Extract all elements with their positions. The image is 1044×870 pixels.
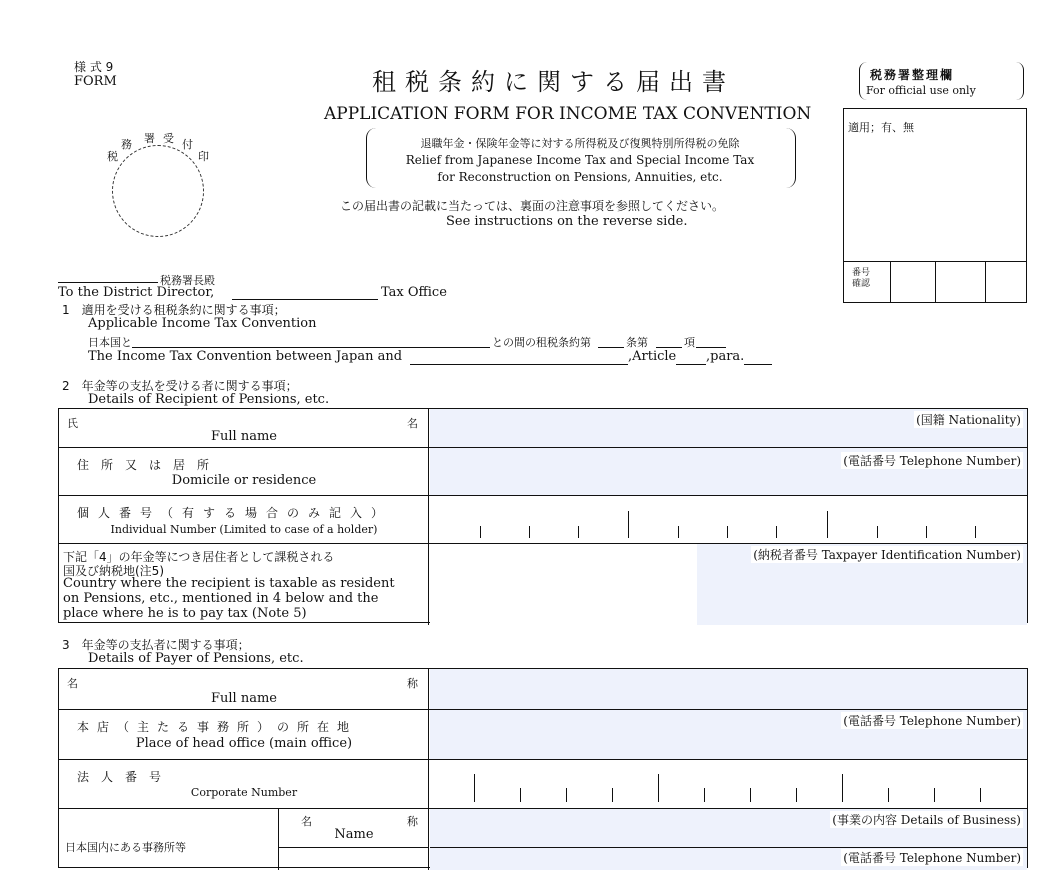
nationality-label: (国籍 Nationality): [916, 413, 1021, 427]
section1-heading-jp: 1 適用を受ける租税条約に関する事項；: [62, 303, 286, 317]
para-jp-blank[interactable]: [656, 347, 682, 348]
sub-name-label-jp-b: 称: [407, 815, 418, 828]
section3-heading-en: Details of Payer of Pensions, etc.: [88, 651, 304, 666]
domicile-label-en: Domicile or residence: [171, 473, 317, 488]
section1-en-c: ,para.: [706, 349, 745, 364]
stamp-char-4: 受: [163, 132, 174, 145]
office-label-jp: 本店（主たる事務所）の所在地: [77, 720, 358, 734]
stamp-char-1: 税: [107, 150, 118, 163]
relief-en-1: Relief from Japanese Income Tax and Special Income Tax: [405, 153, 755, 167]
recipient-name-row: [59, 409, 1027, 447]
form-code-jp: 様 式 9: [74, 60, 114, 74]
section1-en-a: The Income Tax Convention between Japan and: [88, 349, 403, 364]
section1-en-b: ,Article: [628, 349, 677, 364]
sub-name-label-jp-a: 名: [301, 815, 312, 828]
sub-name-label-en: Name: [334, 827, 374, 842]
section1-jp-c: 条第: [626, 336, 648, 349]
japan-office-row: [59, 808, 1027, 870]
payer-name-row: [59, 669, 1027, 709]
individual-label-en: Individual Number (Limited to case of a holder): [110, 523, 378, 536]
instruction-en: See instructions on the reverse side.: [446, 214, 688, 229]
recipient-telephone-label: (電話番号 Telephone Number): [843, 454, 1021, 468]
individual-number-row: [59, 495, 1027, 544]
payer-name-label-en: Full name: [211, 691, 277, 706]
stamp-char-5: 付: [182, 138, 193, 151]
tax-office-jp-blank[interactable]: [58, 282, 158, 283]
reception-stamp-circle: [112, 145, 204, 237]
addressee-jp: 税務署長殿: [160, 274, 215, 287]
section2-heading-jp: 2 年金等の支払を受ける者に関する事項；: [62, 379, 298, 393]
corp-label-en: Corporate Number: [190, 786, 298, 799]
taxable-country-input[interactable]: [430, 544, 1027, 625]
individual-number-input[interactable]: [430, 496, 1027, 544]
relief-jp: 退職年金・保険年金等に対する所得税及び復興特別所得税の免除: [420, 137, 740, 150]
title-en: APPLICATION FORM FOR INCOME TAX CONVENTION: [324, 104, 812, 124]
taxable-country-row: [59, 543, 1027, 625]
country-en-blank[interactable]: [410, 364, 628, 365]
recipient-table: [58, 408, 1028, 623]
para-en-blank[interactable]: [744, 364, 772, 365]
article-en-blank[interactable]: [676, 364, 706, 365]
corporate-number-row: [59, 759, 1027, 809]
corporate-number-input[interactable]: [430, 760, 1027, 809]
payer-name-label-jp-b: 称: [407, 677, 418, 690]
stamp-char-3: 署: [144, 132, 155, 145]
stamp-char-6: 印: [198, 150, 209, 163]
country-label-jp-1: 下記「4」の年金等につき居住者として課税される: [63, 550, 335, 564]
article-jp-blank[interactable]: [598, 347, 624, 348]
official-use-title-jp: 税務署整理欄: [870, 68, 955, 82]
section3-heading-jp: 3 年金等の支払者に関する事項；: [62, 638, 250, 652]
relief-en-2: for Reconstruction on Pensions, Annuities, etc.: [437, 170, 723, 184]
section1-jp-a: 日本国と: [88, 336, 132, 349]
japan-office-label: 日本国内にある事務所等: [65, 841, 186, 854]
para-jp-blank-2[interactable]: [696, 347, 726, 348]
payer-office-input[interactable]: [430, 710, 1027, 760]
section1-jp-b: との間の租税条約第: [492, 336, 591, 349]
instruction-jp: この届出書の記載に当たっては、裏面の注意事項を参照してください。: [340, 199, 725, 213]
country-label-jp-2: 国及び納税地(注5): [63, 564, 164, 578]
payer-name-label-jp-a: 名: [67, 677, 78, 690]
taxpayer-id-label: (納税者番号 Taxpayer Identification Number): [753, 548, 1021, 562]
recipient-domicile-row: [59, 447, 1027, 496]
corp-label-jp: 法 人 番 号: [77, 770, 162, 784]
office-label-en: Place of head office (main office): [135, 736, 353, 751]
payer-office-row: [59, 709, 1027, 760]
name-label-jp-a: 氏: [67, 417, 78, 430]
section1-jp-d: 項: [684, 336, 695, 349]
country-label-en-3: place where he is to pay tax (Note 5): [63, 606, 307, 621]
country-label-en-2: on Pensions, etc., mentioned in 4 below and the: [63, 591, 379, 606]
business-details-label: (事業の内容 Details of Business): [832, 813, 1021, 827]
payer-table: [58, 668, 1028, 868]
official-use-title-en: For official use only: [866, 84, 976, 97]
payer-telephone-label: (電話番号 Telephone Number): [843, 714, 1021, 728]
japan-office-telephone-label: (電話番号 Telephone Number): [843, 851, 1021, 865]
japan-office-name-input[interactable]: [430, 809, 1027, 870]
recipient-name-input[interactable]: [430, 409, 1027, 447]
addressee-en-suffix: Tax Office: [381, 285, 447, 300]
recipient-domicile-input[interactable]: [430, 448, 1027, 496]
domicile-label-jp: 住 所 又 は 居 所: [77, 458, 210, 472]
tax-office-en-blank[interactable]: [232, 299, 378, 300]
section2-heading-en: Details of Recipient of Pensions, etc.: [88, 392, 330, 407]
country-label-en-1: Country where the recipient is taxable as resident: [63, 576, 395, 591]
name-label-en: Full name: [211, 429, 277, 444]
number-check-label: 番号 確認: [852, 268, 871, 289]
applicability-field: 適用；有、無: [848, 121, 914, 134]
title-jp: 租税条約に関する届出書: [372, 68, 735, 96]
stamp-char-2: 務: [121, 138, 132, 151]
payer-name-input[interactable]: [430, 669, 1027, 709]
section1-heading-en: Applicable Income Tax Convention: [88, 316, 317, 331]
individual-label-jp: 個人番号（有する場合のみ記入）: [77, 506, 393, 520]
name-label-jp-b: 名: [407, 417, 418, 430]
form-code-en: FORM: [74, 74, 117, 89]
country-jp-blank[interactable]: [132, 347, 490, 348]
addressee-en-prefix: To the District Director,: [58, 285, 215, 300]
